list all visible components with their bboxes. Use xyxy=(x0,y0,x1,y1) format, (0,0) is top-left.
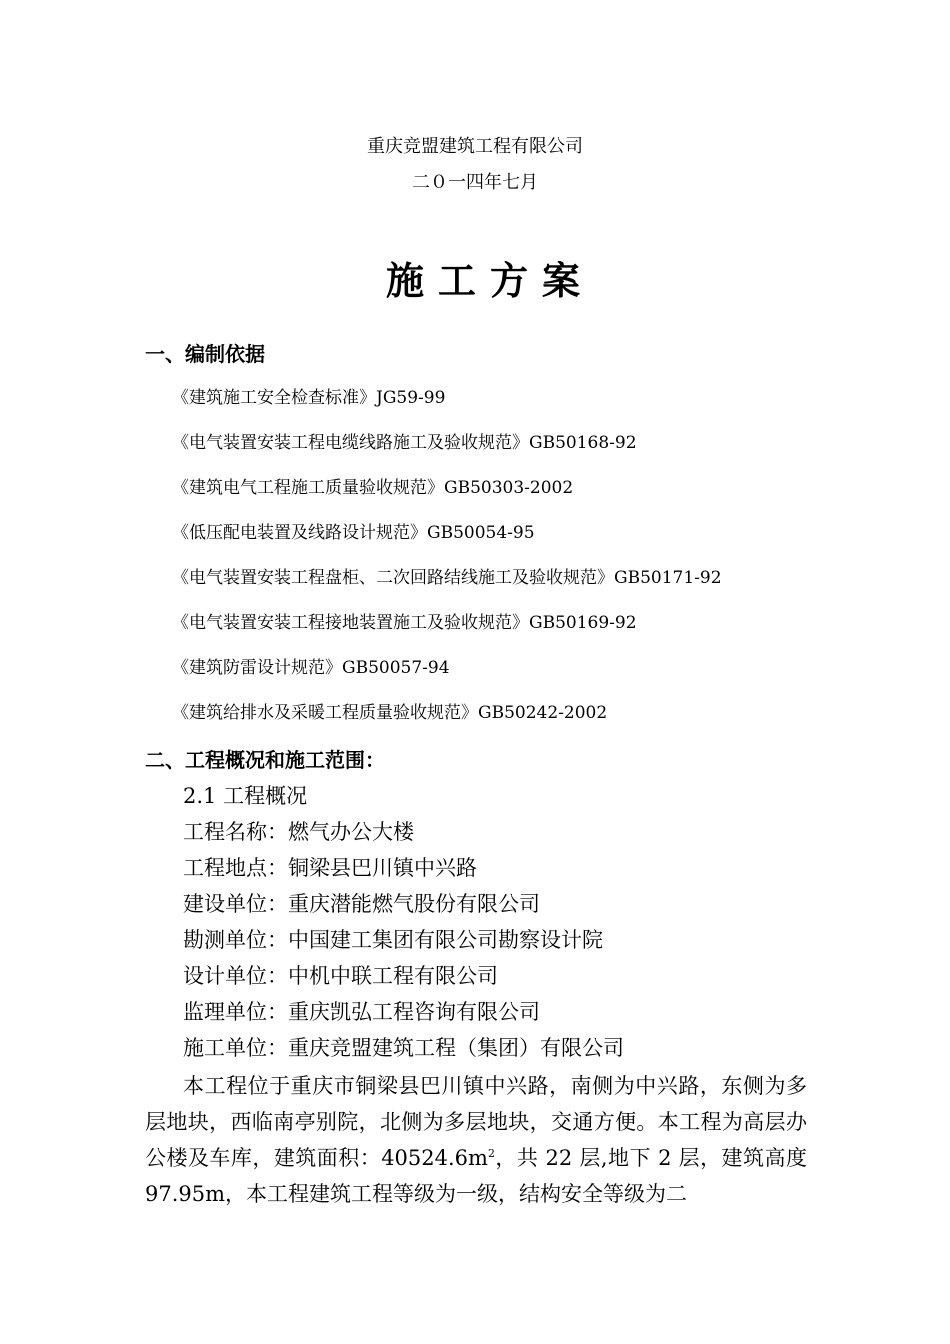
paragraph-text: ，共 22 层,地下 2 层，建筑高度 97.95m，本工程建筑工程等级为一级，结构安全等级为二 xyxy=(145,1146,807,1206)
reference-item: 《建筑施工安全检查标准》JG59-99 xyxy=(172,388,446,408)
company-name: 重庆竞盟建筑工程有限公司 xyxy=(367,136,583,157)
reference-item: 《电气装置安装工程接地装置施工及验收规范》GB50169-92 xyxy=(172,613,637,633)
superscript-exponent: 2 xyxy=(487,1147,495,1160)
reference-item: 《电气装置安装工程盘柜、二次回路结线施工及验收规范》GB50171-92 xyxy=(172,568,722,588)
page-title: 施工方案 xyxy=(385,258,594,303)
project-info-item: 勘测单位：中国建工集团有限公司勘察设计院 xyxy=(183,928,603,952)
project-info-item: 工程地点：铜梁县巴川镇中兴路 xyxy=(183,856,477,880)
subsection-heading: 2.1 工程概况 xyxy=(183,784,308,808)
reference-item: 《低压配电装置及线路设计规范》GB50054-95 xyxy=(172,523,535,543)
project-info-item: 设计单位：中机中联工程有限公司 xyxy=(183,964,498,988)
reference-item: 《建筑防雷设计规范》GB50057-94 xyxy=(172,658,450,678)
section-heading-overview: 二、工程概况和施工范围： xyxy=(145,748,385,772)
reference-item: 《电气装置安装工程电缆线路施工及验收规范》GB50168-92 xyxy=(172,433,637,453)
project-description-paragraph xyxy=(145,1068,807,1212)
project-info-item: 监理单位：重庆凯弘工程咨询有限公司 xyxy=(183,1000,540,1024)
document-date: 二０一四年七月 xyxy=(412,172,538,193)
project-info-item: 工程名称：燃气办公大楼 xyxy=(183,820,414,844)
project-info-item: 施工单位：重庆竞盟建筑工程（集团）有限公司 xyxy=(183,1036,624,1060)
section-heading-basis: 一、编制依据 xyxy=(145,342,265,366)
reference-item: 《建筑给排水及采暖工程质量验收规范》GB50242-2002 xyxy=(172,703,608,723)
paragraph-text: 本工程位于重庆市铜梁县巴川镇中兴路，南侧为中兴路，东侧为多层地块，西临南亭别院，北侧为多层地块，交通方便。本工程为高层办公楼及车库，建筑面积：40524.6m xyxy=(145,1074,807,1170)
project-info-item: 建设单位：重庆潜能燃气股份有限公司 xyxy=(183,892,540,916)
reference-item: 《建筑电气工程施工质量验收规范》GB50303-2002 xyxy=(172,478,574,498)
